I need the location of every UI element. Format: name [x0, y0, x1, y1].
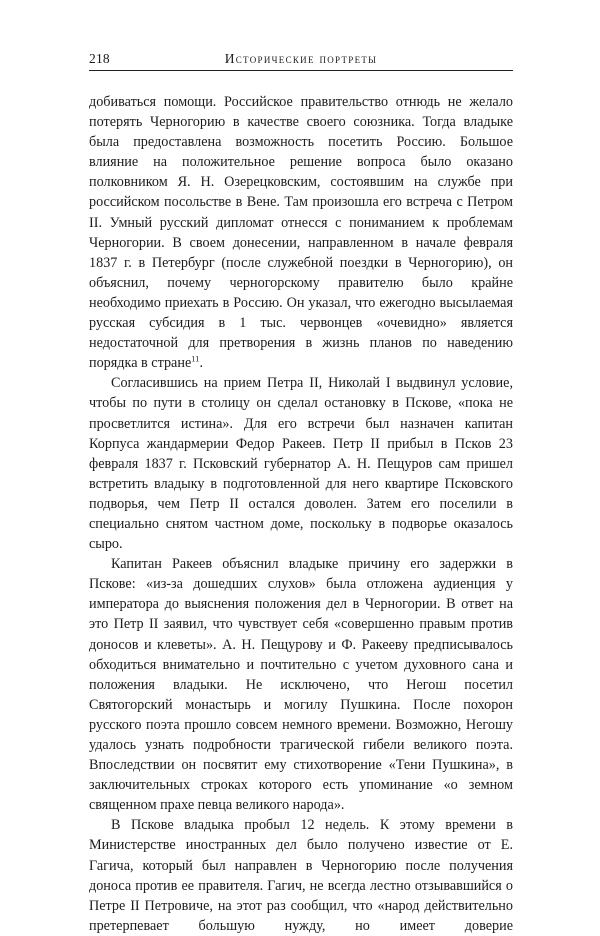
footnote-marker: 11	[191, 353, 200, 364]
paragraph-text: добиваться помощи. Российское правительство отнюдь не желало потерять Черногорию в качестве своего союзника. Тогда владыке была предоставлена возможность посетить Россию. Большое влияние на положительное решение вопроса было оказано полковником Я. Н. Озерецковским, состоявшим на службе при российском посольстве в Вене. Там произошла его встреча с Петром II. Умный русский дипломат отнесся с пониманием к проблемам Черногории. В своем донесении, направленном в начале февраля 1837 г. в Петербург (после служебной поездки в Черногорию), он объяснил, почему черногорскому правителю было крайне необходимо приехать в Россию. Он указал, что ежегодно высылаемая русская субсидия в 1 тыс. червонцев «очевидно» является недостаточной для претворения в жизнь планов по наведению порядка в стране	[89, 94, 513, 372]
page-number: 218	[89, 51, 110, 66]
paragraph-tail: .	[199, 355, 203, 372]
paragraph	[89, 92, 513, 373]
paragraph: Согласившись на прием Петра II, Николай I выдвинул условие, чтобы по пути в столицу он сделал остановку в Пскове, «пока не просветлится истина». Для его встречи был назначен капитан Корпуса жандармерии Федор Ракеев. Петр II прибыл в Псков 23 февраля 1837 г. Псковский губернатор А. Н. Пещуров сам пришел встретить владыку в подготовленной для него квартире Псковского подворья, чем Петр II остался доволен. Затем его поселили в специально снятом частном доме, поскольку в подворье оказалось сыро.	[89, 375, 513, 553]
running-header	[89, 48, 513, 71]
running-title: Исторические портреты	[224, 51, 378, 66]
paragraph: В Пскове владыка пробыл 12 недель. К этому времени в Министерстве иностранных дел было получено известие от Е. Гагича, который был направлен в Черногорию после получения доноса против ее правителя. Гагич, не всегда лестно отзывавшийся о Петре II Петровиче, на этот раз сообщил, что «народ действительно претерпевает большую нужду, но имеет доверие	[89, 817, 513, 934]
body-text	[89, 92, 513, 936]
paragraph: Капитан Ракеев объяснил владыке причину его задержки в Пскове: «из-за дошедших слухов» была отложена аудиенция у императора до выяснения положения дел в Черногории. В ответ на это Петр II заявил, что чувствует себя «совершенно правым против доносов и клеветы». А. Н. Пещурову и Ф. Ракееву предписывалось обходиться внимательно и почтительно с учетом духовного сана и положения владыки. Не исключено, что Негош посетил Святогорский монастырь и могилу Пушкина. После похорон русского поэта прошло совсем немного времени. Возможно, Негошу удалось узнать подробности трагической гибели великого поэта. Впоследствии он посвятит ему стихотворение «Тени Пушкина», в заключительных строках которого есть упоминание «о земном священном прахе певца великого народа».	[89, 556, 513, 814]
